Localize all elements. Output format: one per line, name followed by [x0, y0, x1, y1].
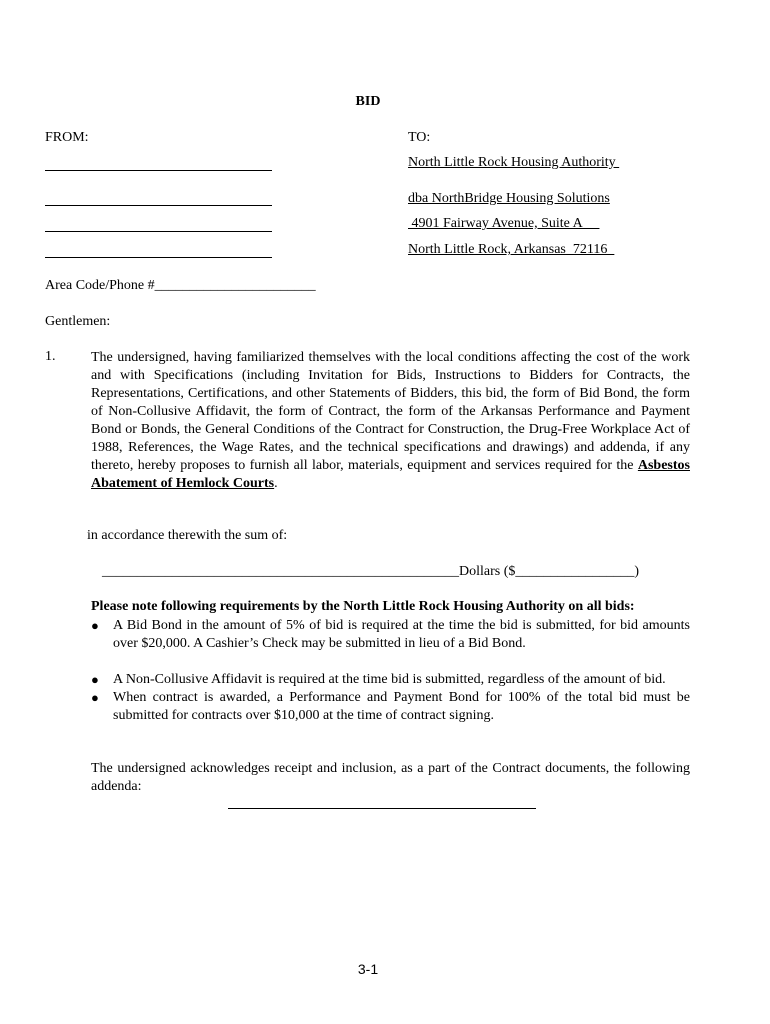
dollars-field[interactable]: ___________________________________________________Dollars ($_________________): [102, 564, 640, 579]
main-paragraph-text: The undersigned, having familiarized themselves with the local conditions affecting the cost of the work and with Specifications (including Invitation for Bids, Instructions to Bidders for Contracts, the Representations, Certifications, and other Statements of Bidders, this bid, the form of Bid Bond, the form of Non-Collusive Affidavit, the form of Contract, the form of the Arkansas Performance and Payment Bond or Bonds, the General Conditions of the Contract for Construction, the Drug-Free Workplace Act of 1988, References, the Wage Rates, and the technical specifications and drawings) and addenda, if any thereto, hereby proposes to furnish all labor, materials, equipment and services required for the: [91, 350, 690, 473]
salutation: Gentlemen:: [45, 314, 111, 329]
to-address-line-4: North Little Rock, Arkansas 72116: [408, 242, 615, 257]
from-line-3[interactable]: [45, 231, 272, 232]
project-name: Asbestos Abatement of Hemlock Courts: [91, 458, 690, 491]
bullet-icon: ●: [91, 618, 99, 633]
from-line-1[interactable]: [45, 170, 272, 171]
page-number: 3-1: [357, 961, 379, 977]
requirements-heading: Please note following requirements by the North Little Rock Housing Authority on all bids:: [91, 599, 635, 614]
paragraph-period: .: [274, 476, 278, 491]
bullet-icon: ●: [91, 690, 99, 705]
main-paragraph: [91, 349, 690, 493]
requirements-list: [91, 617, 690, 725]
item-number: 1.: [45, 349, 56, 364]
to-address-line-3: 4901 Fairway Avenue, Suite A: [408, 216, 600, 231]
list-item: ● A Bid Bond in the amount of 5% of bid is required at the time the bid is submitted, for bid amounts over $20,000. A Cashier’s Check may be submitted in lieu of a Bid Bond.: [91, 618, 690, 651]
to-address-line-2: dba NorthBridge Housing Solutions: [408, 191, 610, 206]
from-label: FROM:: [45, 130, 89, 145]
acknowledgement-text: The undersigned acknowledges receipt and inclusion, as a part of the Contract documents, the following addenda:: [91, 761, 690, 794]
addenda-line[interactable]: [228, 808, 536, 809]
list-item: ● A Non-Collusive Affidavit is required at the time bid is submitted, regardless of the amount of bid.: [91, 672, 666, 687]
phone-field[interactable]: Area Code/Phone #_______________________: [45, 278, 316, 293]
from-line-4[interactable]: [45, 257, 272, 258]
to-address-line-1: North Little Rock Housing Authority: [408, 155, 620, 170]
document-title: BID: [355, 94, 381, 109]
from-line-2[interactable]: [45, 205, 272, 206]
to-label: TO:: [408, 130, 431, 145]
accordance-text: in accordance therewith the sum of:: [87, 528, 288, 543]
list-item: ● When contract is awarded, a Performance and Payment Bond for 100% of the total bid must be submitted for contracts over $10,000 at the time of contract signing.: [91, 690, 690, 723]
bullet-icon: ●: [91, 672, 99, 687]
